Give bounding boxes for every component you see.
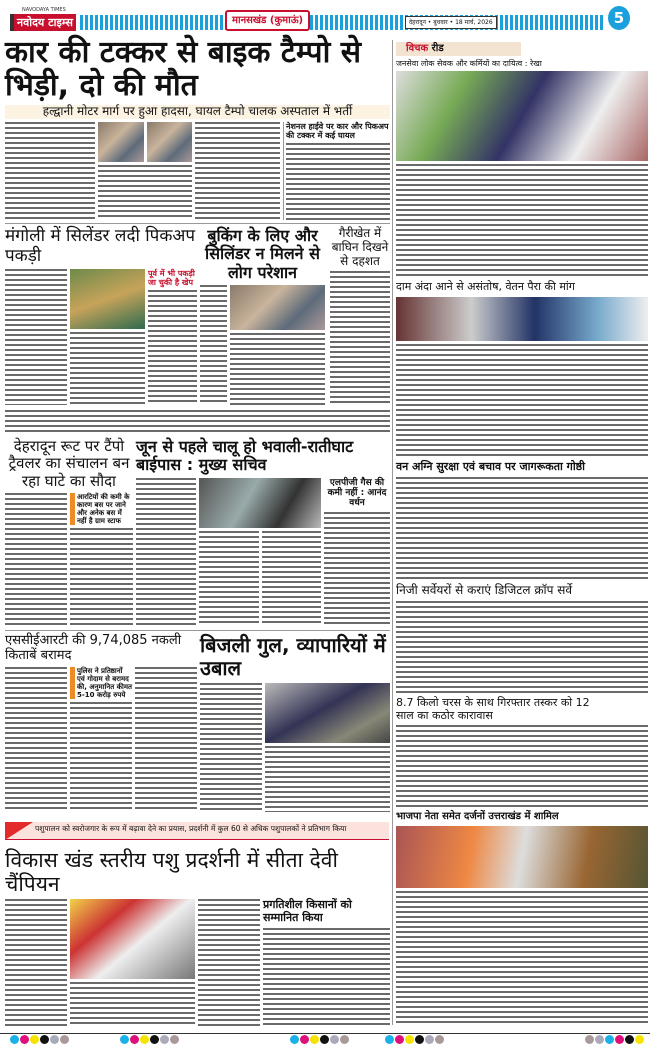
banner — [5, 822, 389, 840]
photo-officials — [199, 478, 321, 528]
color-marks — [10, 1029, 650, 1039]
photo-traders — [265, 683, 390, 743]
bijli-text — [200, 683, 262, 812]
lead-text — [5, 122, 95, 220]
right-text — [396, 344, 648, 458]
dehradun-headline: देहरादून रूट पर टैंपो ट्रैवलर का संचालन बन रहा घाटे का सौदा — [5, 438, 133, 490]
photo-queue — [230, 285, 325, 330]
vikas-text — [198, 899, 260, 1026]
section-label: मानसखंड (कुमाऊं) — [225, 10, 310, 31]
right-text — [396, 601, 648, 694]
bypass-headline: जून से पहले चालू हो भवाली-रातीघाट बाईपास : मुख्य सचिव — [136, 438, 390, 475]
scert-text — [135, 667, 197, 812]
scert-headline: एससीईआरटी की 9,74,085 नकली किताबें बरामद — [5, 634, 197, 664]
garikhet-headline: गैरीखेत में बाघिन दिखने से दहशत — [331, 226, 389, 268]
bijli-headline: बिजली गुल, व्यापारियों में उबाल — [200, 634, 390, 680]
lead-headline: कार की टक्कर से बाइक टैम्पो से भिड़ी, दो की मौत — [5, 36, 390, 102]
right-headline-2: वन अग्नि सुरक्षा एवं बचाव पर जागरूकता गोष्ठी — [396, 461, 648, 474]
garikhet-story — [330, 227, 390, 405]
right-subtitle: जनसेवा लोक सेवक और कर्मियों का दायित्व : रेखा — [396, 59, 648, 68]
mangoli-text — [148, 290, 197, 405]
scert-text — [5, 667, 67, 812]
right-headline-3: निजी सर्वेयरों से कराएं डिजिटल क्रॉप सर्वे — [396, 584, 648, 598]
bypass-story — [136, 438, 390, 626]
scert-story — [5, 634, 197, 812]
right-text — [396, 891, 648, 1026]
garikhet-text — [330, 271, 390, 405]
column-tag-label: रीड — [431, 43, 444, 54]
vikas-text — [70, 982, 195, 1026]
bijli-text — [265, 746, 390, 812]
photo-person-2 — [147, 122, 193, 162]
lpg-headline: एलपीजी गैस की कमी नहीं : आनंद वर्धन — [324, 478, 390, 509]
booking-story — [200, 227, 325, 405]
dehradun-story — [5, 438, 133, 626]
masthead-small: NAVODAYA TIMES — [22, 7, 66, 13]
lpg-text — [324, 512, 390, 626]
banner-text: पशुपालन को स्वरोजगार के रूप में बढ़ावा देने का प्रयास, प्रदर्शनी में कुल 60 से अधिक पशुपालकों ने प्रतिभाग किया — [35, 824, 347, 833]
right-column — [396, 42, 648, 1026]
mangoli-subbox: पूर्व में भी पकड़ी जा चुकी है खेप — [148, 269, 197, 287]
mangoli-headline: मंगोली में सिलेंडर लदी पिकअप पकड़ी — [5, 226, 196, 266]
lead-text — [98, 165, 192, 220]
bijli-story — [200, 634, 390, 812]
kisan-headline: प्रगतिशील किसानों को सम्मानित किया — [263, 899, 390, 924]
photo-person-1 — [98, 122, 144, 162]
kisan-text — [263, 928, 390, 1026]
dehradun-text — [5, 493, 67, 626]
logo: नवोदय टाइम्स — [10, 14, 76, 31]
right-headline-5: भाजपा नेता समेत दर्जनों उत्तराखंड में शामिल — [396, 811, 648, 823]
right-headline-4: 8.7 किलो चरस के साथ गिरफ्तार तस्कर को 12 साल का कठोर कारावास — [396, 697, 606, 722]
date-line: देहरादून • बुधवार • 18 मार्च, 2026 — [405, 16, 497, 29]
highway-text — [286, 143, 390, 220]
booking-text — [200, 285, 227, 405]
lead-text — [195, 122, 280, 220]
column-tag — [396, 42, 521, 56]
dehradun-text — [70, 528, 133, 626]
lead-story — [5, 36, 390, 220]
booking-text — [230, 333, 325, 405]
photo-group-2 — [396, 297, 648, 341]
bypass-text — [136, 478, 196, 626]
photo-joining — [396, 826, 648, 888]
mangoli-story — [5, 227, 197, 405]
booking-headline: बुकिंग के लिए और सिलिंडर न मिलने से लोग परेशान — [200, 227, 325, 282]
highway-headline: नेशनल हाईवे पर कार और पिकअप की टक्कर में कई घायल — [286, 121, 389, 140]
vikas-headline: विकास खंड स्तरीय पशु प्रदर्शनी में सीता देवी चैंपियन — [5, 848, 390, 896]
scert-text — [70, 702, 132, 812]
vikas-text — [5, 899, 67, 1026]
mangoli-text — [70, 332, 145, 405]
bypass-text — [199, 531, 259, 626]
right-text — [396, 164, 648, 278]
banner-triangle — [5, 822, 33, 840]
scert-subbox: पुलिस ने प्रतिष्ठानों एवं गोदाम से बरामद की, अनुमानित कीमत 5-10 करोड़ रुपये — [70, 667, 132, 699]
lead-subhead: हल्द्वानी मोटर मार्ग पर हुआ हादसा, घायल टैम्पो चालक अस्पताल में भर्ती — [5, 105, 390, 119]
right-text — [396, 725, 648, 808]
bypass-text — [262, 531, 322, 626]
column-tag-red: विचक — [406, 43, 429, 54]
photo-exhibition — [70, 899, 195, 979]
dehradun-subbox: आरटियों की कमी के कारण बस पर जाने और अनेक बस में नहीं है ग्राम स्टाफ — [70, 493, 133, 525]
right-text — [396, 477, 648, 581]
page-number: 5 — [608, 6, 630, 30]
header-stripe — [80, 15, 605, 30]
photo-pickup — [70, 269, 145, 329]
photo-group-1 — [396, 71, 648, 161]
right-headline-1: दाम अंदा आने से असंतोष, वेतन पैरा की मांग — [396, 281, 648, 294]
vikas-story — [5, 848, 390, 1026]
mangoli-text — [5, 269, 67, 405]
row-text — [5, 410, 390, 432]
